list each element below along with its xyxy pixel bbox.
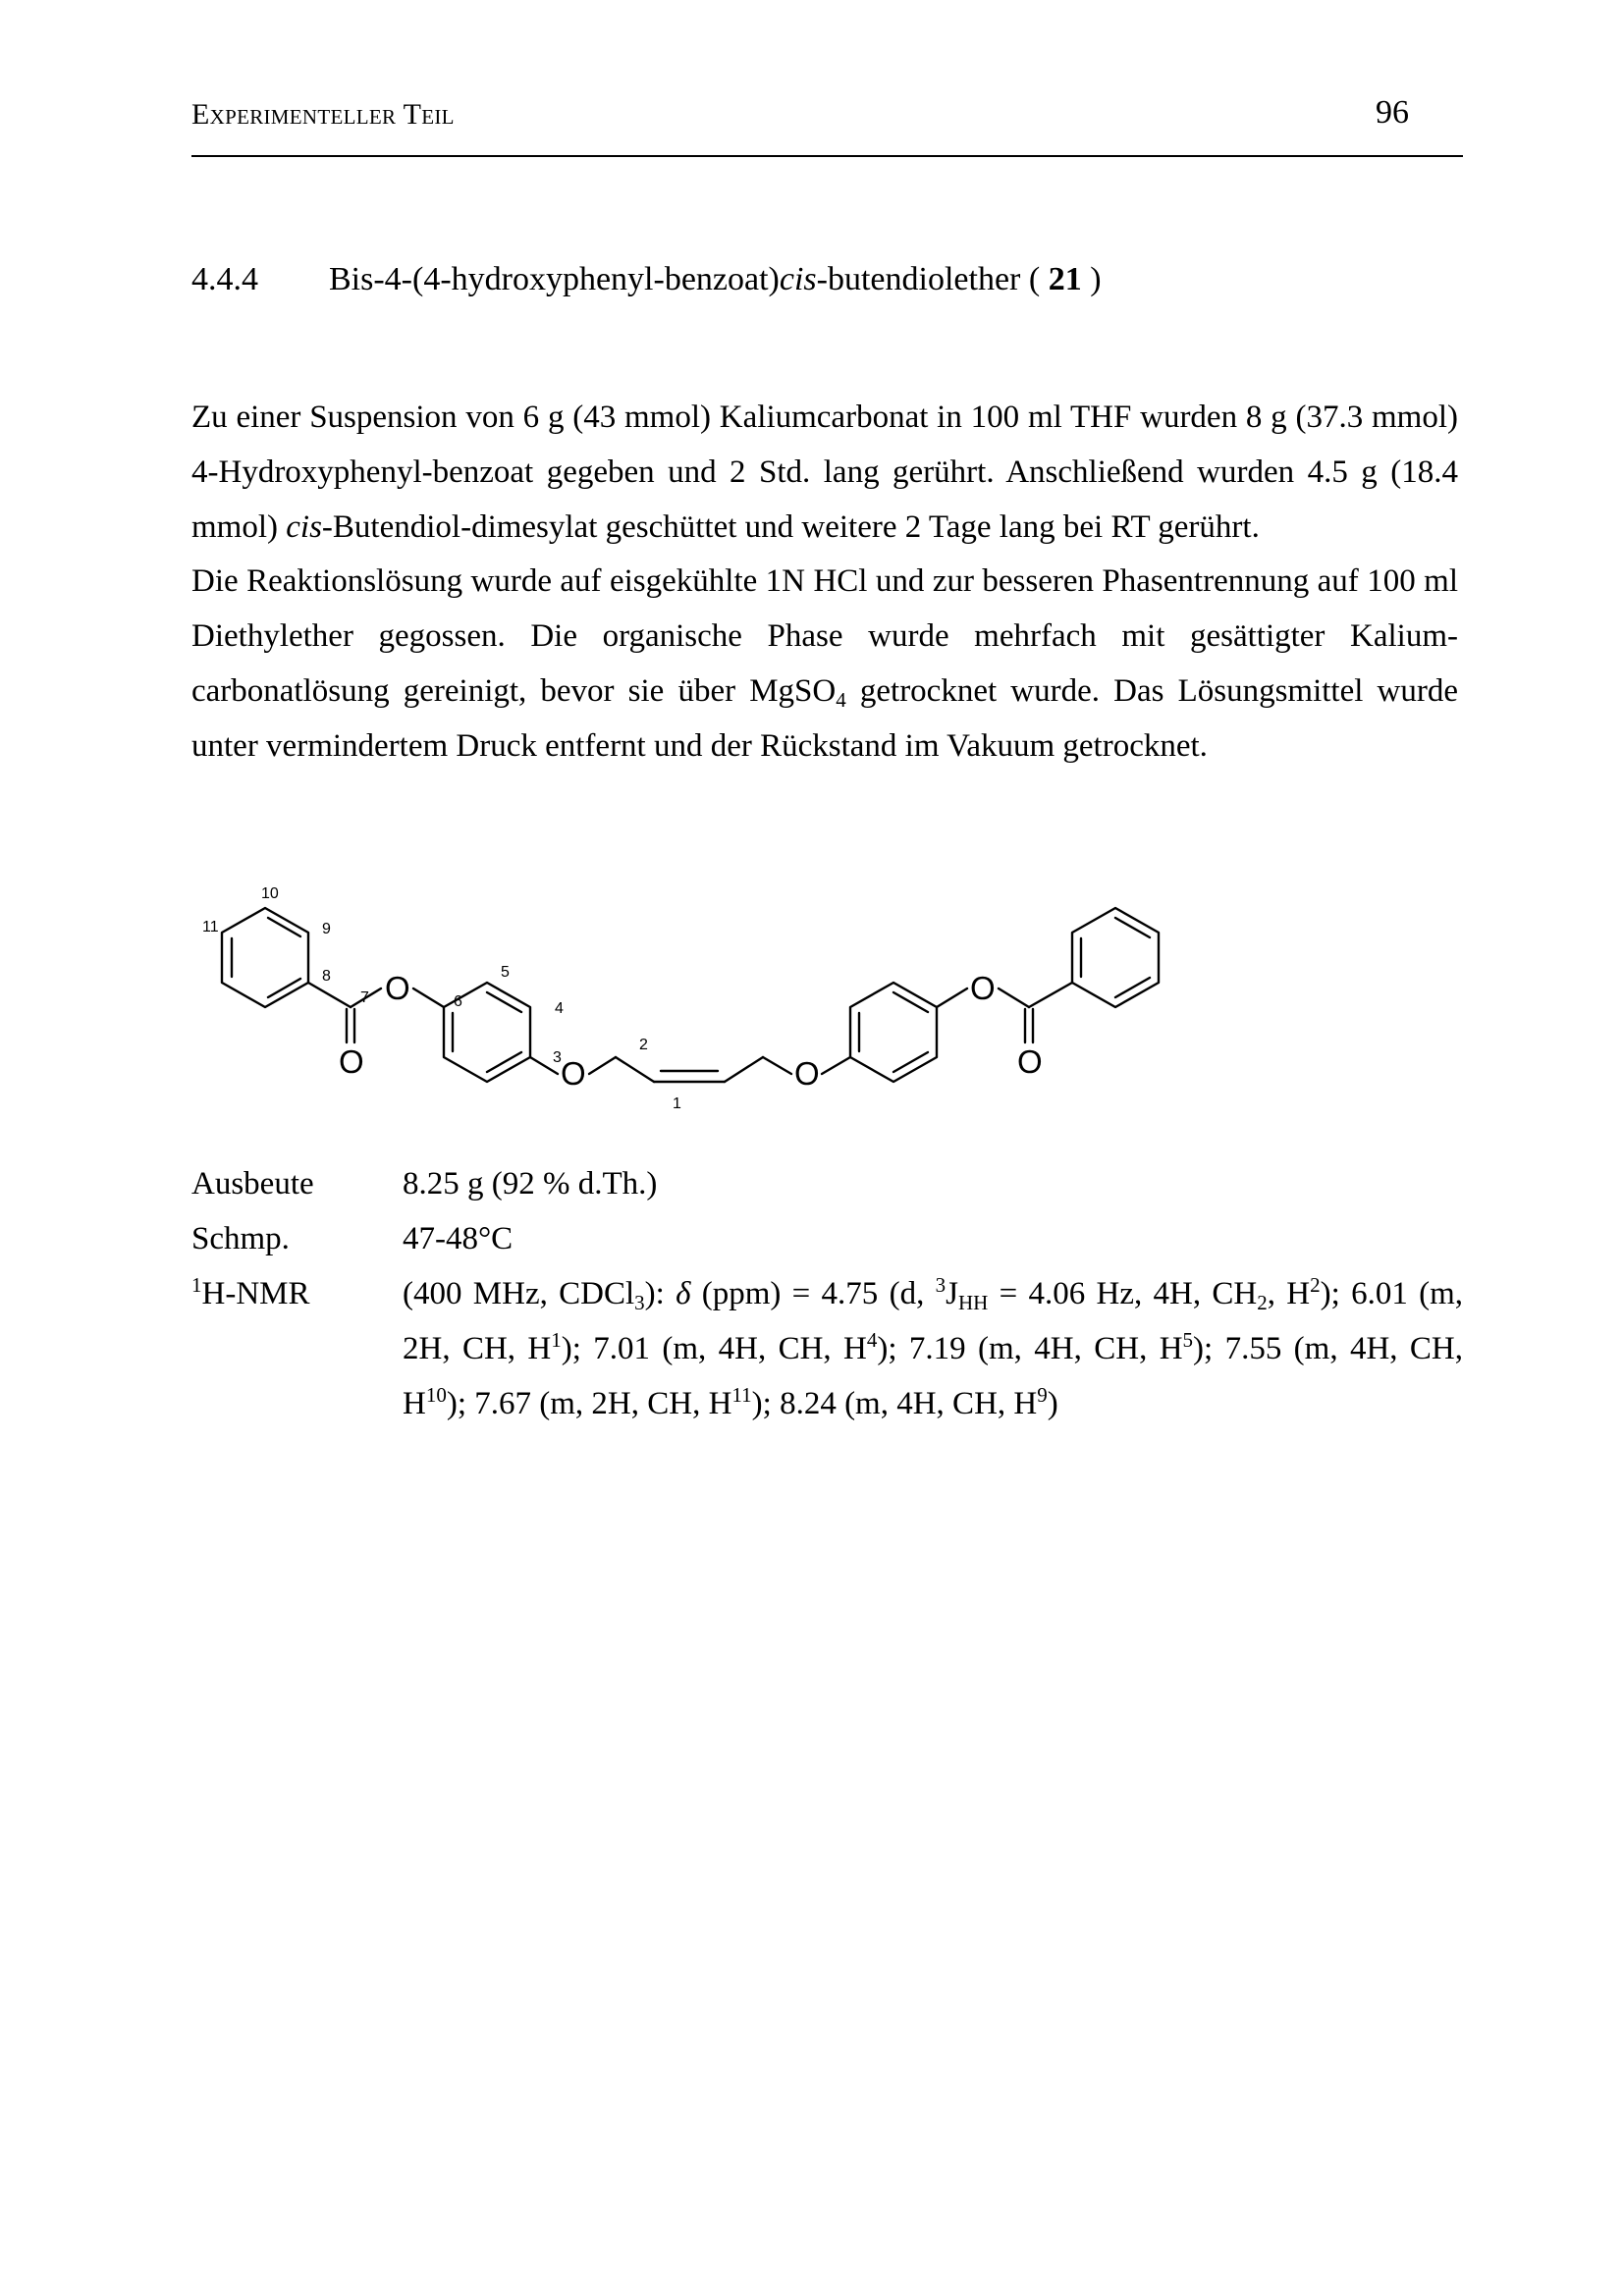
bond-c7-c8-right	[1029, 983, 1072, 1007]
position-3: 3	[553, 1049, 562, 1066]
nmr-value: (400 MHz, CDCl$_3$): δ (ppm) = 4.75 (d, $^3J_{HH} = 4.06$ Hz, 4H, $CH_2$, $H^2$); 6.01 (m, 2H, CH, $H^1$); 7.01 (m, 4H, CH, $H^4$); 7.19 (m, 4H, CH, $H^5$); 7.55 (m, 4H, CH, $H^{10}$); 7.67 (m, 2H, CH, $H^{11}$); 8.24 (m, 4H, CH, $H^9$)	[403, 1273, 1464, 1421]
yield-row	[191, 1156, 1463, 1211]
nmr-label-sup: 1	[191, 1273, 202, 1297]
p2-subscript: 4	[836, 687, 846, 712]
melting-point-row	[191, 1211, 1463, 1266]
section-title-part1: Bis-4-(4-hydroxyphenyl-benzoat)	[329, 261, 780, 297]
section-title-part2: -butendiolether	[816, 261, 1021, 297]
bond-o-c6	[413, 988, 444, 1007]
melting-point-value: 47-48°C	[403, 1221, 514, 1256]
position-6: 6	[454, 993, 462, 1010]
position-2: 2	[639, 1037, 648, 1053]
position-8: 8	[322, 968, 331, 985]
right-benzoyl-ring	[1072, 908, 1159, 1007]
bond-o-c2	[589, 1057, 616, 1074]
compound-ref-open: (	[1028, 261, 1049, 297]
oxygen-ether-left: O	[561, 1055, 586, 1092]
bond-o-ring-right	[822, 1057, 850, 1074]
compound-number: 21	[1048, 261, 1082, 297]
nmr-row	[191, 1266, 1463, 1431]
nmr-label	[191, 1266, 403, 1321]
section-title-italic: cis	[779, 261, 817, 297]
position-4: 4	[555, 1000, 564, 1017]
bond-ring-o-right	[937, 988, 967, 1007]
right-benzoyl-inner-bonds	[1081, 918, 1150, 997]
left-benzoyl-ring-inner-bonds	[232, 918, 300, 997]
oxygen-carbonyl-left: O	[339, 1043, 364, 1080]
p1-text-b: -Butendiol-dimesylat geschüttet und weitere 2 Tage lang bei RT gerührt.	[321, 508, 1260, 545]
paragraph-1	[191, 391, 1458, 555]
bond-c8-c7	[308, 983, 351, 1007]
bond-c1-c2-right	[725, 1057, 763, 1082]
oxygen-ether-right: O	[794, 1055, 820, 1092]
section-number: 4.4.4	[191, 261, 258, 297]
position-1: 1	[673, 1095, 681, 1112]
procedure-text	[191, 391, 1458, 774]
delta-symbol: δ	[676, 1276, 691, 1311]
yield-label: Ausbeute	[191, 1166, 314, 1201]
section-heading	[191, 261, 1102, 298]
header-rule	[191, 155, 1463, 157]
analytical-data	[191, 1156, 1463, 1431]
oxygen-carbonyl-right: O	[1017, 1043, 1043, 1080]
bond-c2-c1	[616, 1057, 654, 1082]
running-title: Experimenteller Teil	[191, 98, 455, 131]
yield-value: 8.25 g (92 % d.Th.)	[403, 1166, 658, 1201]
chemical-structure	[191, 879, 1222, 1144]
melting-point-label: Schmp.	[191, 1221, 290, 1256]
position-9: 9	[322, 921, 331, 937]
p1-text-a: Zu einer Suspension von 6 g (43 mmol) Kaliumcarbonat in 100 ml THF wurden 8 g (37.3 mmol) 4-Hydroxyphenyl-benzoat gegeben und 2 Std. lang gerührt. Anschließend wurden 4.5 g (18.4 mmol)	[191, 400, 1458, 545]
oxygen-ester-right: O	[970, 970, 996, 1006]
p2-text-a: Die Reaktionslösung wurde auf eisgekühlte 1N HCl und zur besseren Phasentrennung auf 100 ml Diethylether gegossen. Die organische Phase wurde mehrfach mit gesättigter Kalium-carbonatlösung gereinigt, bevor sie über MgSO	[191, 563, 1458, 709]
structure-drawing	[191, 879, 1222, 1144]
compound-ref-close: )	[1081, 261, 1102, 297]
position-11: 11	[202, 919, 219, 935]
position-10: 10	[261, 885, 279, 902]
page-number: 96	[1376, 94, 1409, 131]
bond-c2-o-right	[763, 1057, 791, 1074]
position-7: 7	[360, 989, 369, 1006]
oxygen-ester-left: O	[385, 970, 410, 1006]
position-5: 5	[501, 964, 510, 981]
left-benzoyl-ring	[222, 908, 308, 1007]
page-header	[191, 94, 1463, 137]
paragraph-2	[191, 555, 1458, 774]
right-phenylene-ring	[850, 983, 937, 1082]
right-phenylene-inner-bonds	[859, 992, 928, 1072]
bond-o-c7-right	[999, 988, 1029, 1007]
left-phenylene-inner-bonds	[453, 992, 521, 1072]
nmr-label-text: H-NMR	[201, 1276, 310, 1311]
p1-italic: cis	[286, 508, 322, 545]
p2-text-b: getrocknet wurde. Das Lösungsmittel wurde unter vermindertem Druck entfernt und der Rückstand im Vakuum getrocknet.	[191, 672, 1458, 764]
